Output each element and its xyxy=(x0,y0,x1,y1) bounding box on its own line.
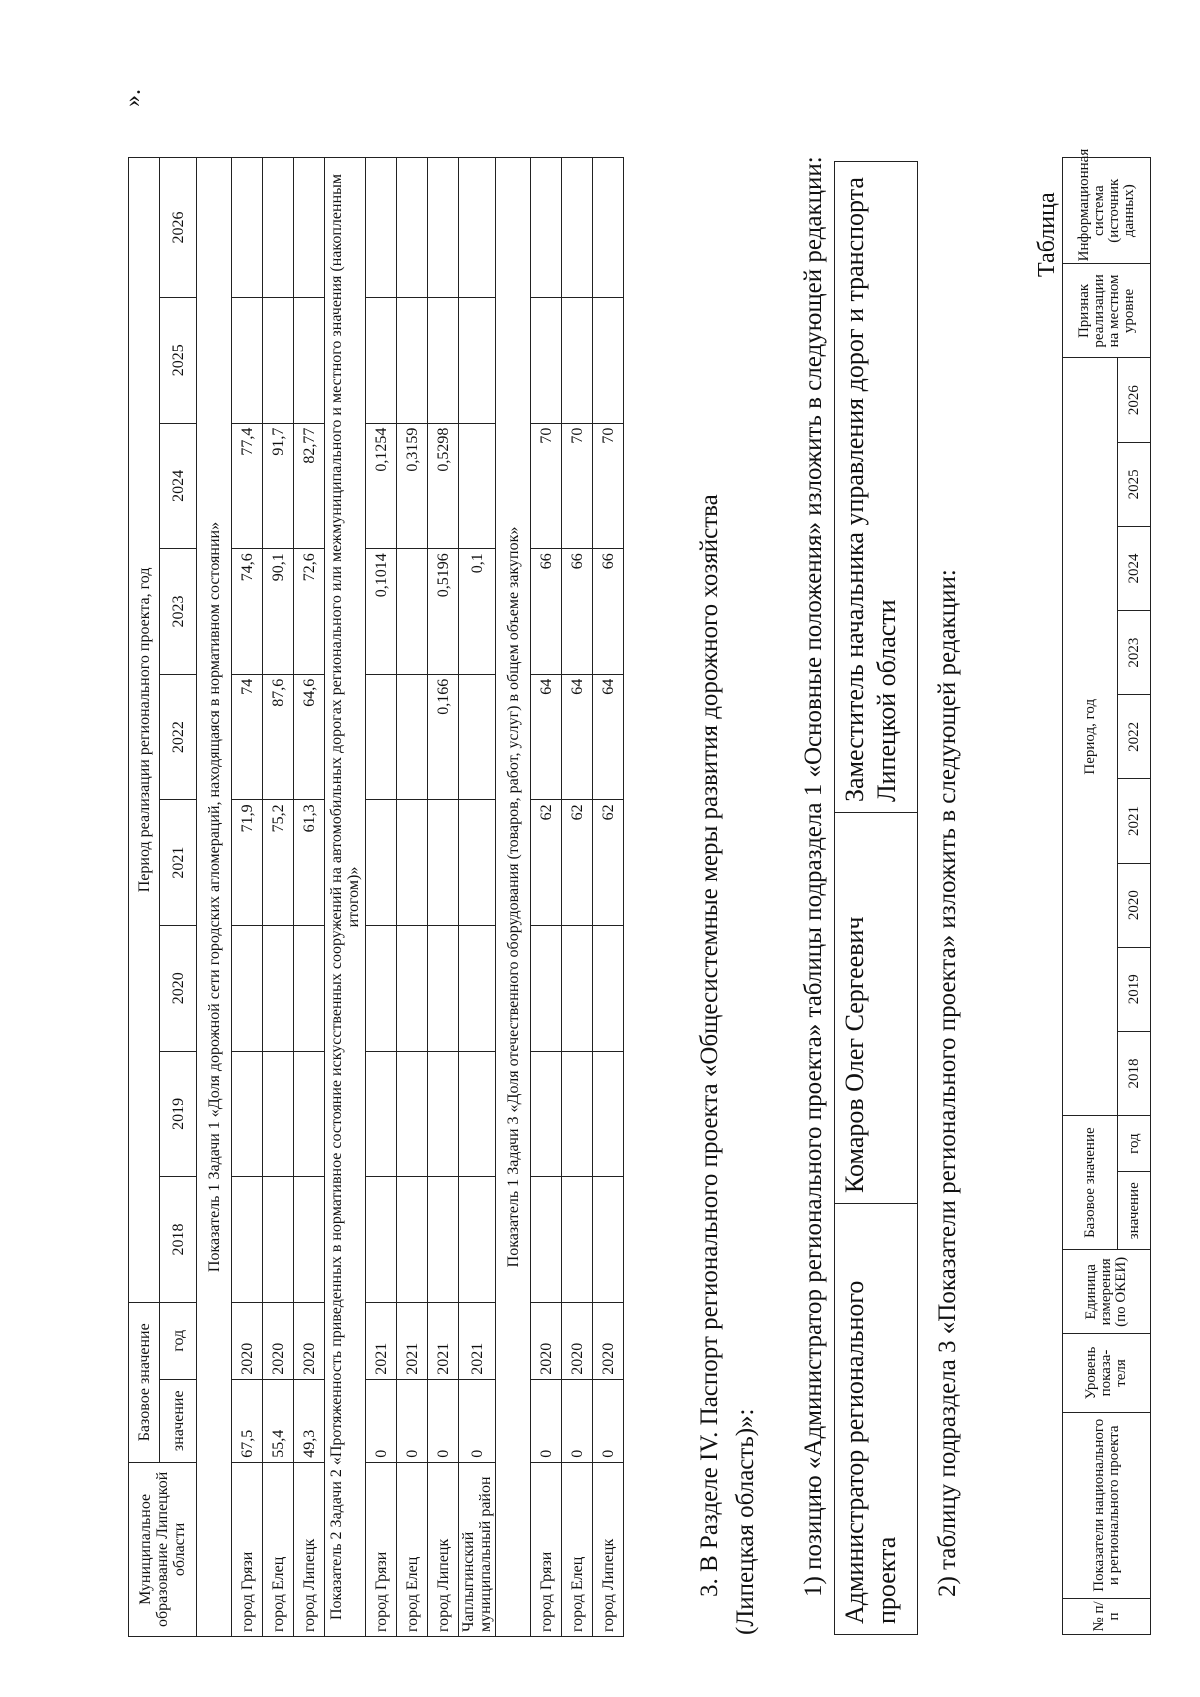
municipal-indicators-table xyxy=(128,157,624,1637)
year-value-cell xyxy=(593,1051,624,1177)
year-value-cell xyxy=(232,158,263,298)
year-value-cell: 87,6 xyxy=(263,674,294,800)
year-value-cell xyxy=(428,1177,459,1303)
municipality-cell: город Грязи xyxy=(232,1462,263,1636)
year-value-cell xyxy=(531,1177,562,1303)
admin-label: Администратор регионального проекта xyxy=(835,1204,918,1635)
year-value-cell xyxy=(459,423,496,549)
base-year-cell: 2021 xyxy=(459,1302,496,1379)
t2-header-level: Уровень показа-теля xyxy=(1063,1334,1151,1412)
year-value-cell xyxy=(531,925,562,1051)
header-municipality: Муниципальное образование Липецкой области xyxy=(129,1462,197,1636)
t2-header-year: 2021 xyxy=(1118,779,1151,863)
year-value-cell xyxy=(232,298,263,424)
table-row xyxy=(562,158,593,1637)
year-value-cell: 82,77 xyxy=(294,423,325,549)
year-value-cell: 0,1 xyxy=(459,549,496,675)
year-value-cell xyxy=(366,674,397,800)
base-year-cell: 2021 xyxy=(366,1302,397,1379)
t2-header-year: 2024 xyxy=(1118,526,1151,610)
municipality-cell: город Липецк xyxy=(593,1462,624,1636)
year-value-cell xyxy=(562,1177,593,1303)
header-period-group: Период реализации регионального проекта, год xyxy=(129,158,160,1303)
year-value-cell: 66 xyxy=(593,549,624,675)
table-row xyxy=(531,158,562,1637)
base-value-cell: 0 xyxy=(397,1379,428,1462)
year-value-cell xyxy=(562,158,593,298)
paragraph-item-1: 1) позицию «Администратор регионального проекта» таблицы подраздела 1 «Основные положения» изложить в следующей редакции: xyxy=(800,156,827,1597)
t2-header-base-year: год xyxy=(1118,1116,1151,1172)
header-year: 2026 xyxy=(160,158,197,298)
year-value-cell xyxy=(593,158,624,298)
year-value-cell: 0,3159 xyxy=(397,423,428,549)
t2-header-year: 2020 xyxy=(1118,863,1151,947)
header-year: 2020 xyxy=(160,925,197,1051)
header-base-year: год xyxy=(160,1302,197,1379)
year-value-cell xyxy=(428,925,459,1051)
t2-header-num: № п/п xyxy=(1063,1598,1151,1634)
year-value-cell xyxy=(428,158,459,298)
year-value-cell: 0,1014 xyxy=(366,549,397,675)
year-value-cell xyxy=(459,158,496,298)
year-value-cell: 62 xyxy=(531,800,562,926)
section-title: Показатель 1 Задачи 3 «Доля отечественного оборудования (товаров, работ, услуг) в общем объеме закупок» xyxy=(496,158,531,1637)
year-value-cell xyxy=(531,1051,562,1177)
year-value-cell xyxy=(397,1177,428,1303)
table-row xyxy=(263,158,294,1637)
header-year: 2019 xyxy=(160,1051,197,1177)
base-year-cell: 2021 xyxy=(397,1302,428,1379)
year-value-cell: 66 xyxy=(562,549,593,675)
year-value-cell xyxy=(428,1051,459,1177)
admin-person: Комаров Олег Сергеевич xyxy=(835,813,918,1204)
base-year-cell: 2020 xyxy=(294,1302,325,1379)
municipality-cell: город Елец xyxy=(263,1462,294,1636)
t2-header-info: Информационная система (источник данных) xyxy=(1063,158,1151,264)
t2-header-year: 2019 xyxy=(1118,947,1151,1031)
table-row xyxy=(366,158,397,1637)
year-value-cell xyxy=(397,298,428,424)
closing-quote: ». xyxy=(120,89,146,107)
year-value-cell: 90,1 xyxy=(263,549,294,675)
t2-header-year: 2023 xyxy=(1118,611,1151,695)
year-value-cell: 0,1254 xyxy=(366,423,397,549)
header-year: 2018 xyxy=(160,1177,197,1303)
year-value-cell xyxy=(459,925,496,1051)
municipality-cell: город Елец xyxy=(562,1462,593,1636)
year-value-cell xyxy=(294,1051,325,1177)
t2-header-year: 2026 xyxy=(1118,358,1151,442)
year-value-cell xyxy=(232,1177,263,1303)
year-value-cell xyxy=(397,158,428,298)
year-value-cell xyxy=(366,1177,397,1303)
base-year-cell: 2020 xyxy=(531,1302,562,1379)
header-year: 2021 xyxy=(160,800,197,926)
year-value-cell xyxy=(294,1177,325,1303)
year-value-cell: 91,7 xyxy=(263,423,294,549)
base-value-cell: 0 xyxy=(428,1379,459,1462)
t2-header-base-group: Базовое значение xyxy=(1063,1116,1118,1250)
year-value-cell xyxy=(593,298,624,424)
base-value-cell: 55,4 xyxy=(263,1379,294,1462)
year-value-cell: 77,4 xyxy=(232,423,263,549)
year-value-cell: 62 xyxy=(593,800,624,926)
year-value-cell xyxy=(459,298,496,424)
year-value-cell xyxy=(531,298,562,424)
year-value-cell: 0,5298 xyxy=(428,423,459,549)
year-value-cell xyxy=(232,925,263,1051)
year-value-cell xyxy=(428,298,459,424)
base-value-cell: 0 xyxy=(366,1379,397,1462)
year-value-cell xyxy=(263,298,294,424)
year-value-cell xyxy=(459,674,496,800)
year-value-cell xyxy=(366,158,397,298)
t2-header-year: 2025 xyxy=(1118,442,1151,526)
year-value-cell xyxy=(294,925,325,1051)
administrator-table xyxy=(834,161,918,1635)
year-value-cell xyxy=(428,800,459,926)
year-value-cell xyxy=(593,925,624,1051)
base-year-cell: 2020 xyxy=(562,1302,593,1379)
year-value-cell: 0,5196 xyxy=(428,549,459,675)
municipality-cell: город Липецк xyxy=(428,1462,459,1636)
year-value-cell xyxy=(397,800,428,926)
year-value-cell xyxy=(562,298,593,424)
base-year-cell: 2020 xyxy=(593,1302,624,1379)
paragraph-item-2: 2) таблицу подраздела 3 «Показатели регионального проекта» изложить в следующей редакции: xyxy=(934,569,961,1597)
year-value-cell: 64 xyxy=(562,674,593,800)
year-value-cell: 71,9 xyxy=(232,800,263,926)
year-value-cell xyxy=(531,158,562,298)
paragraph-section-iv: 3. В Разделе IV. Паспорт регионального проекта «Общесистемные меры развития дорожного хозяйства xyxy=(696,494,723,1597)
base-value-cell: 0 xyxy=(531,1379,562,1462)
year-value-cell xyxy=(459,1051,496,1177)
year-value-cell: 0,166 xyxy=(428,674,459,800)
table-row xyxy=(593,158,624,1637)
year-value-cell xyxy=(459,800,496,926)
municipality-cell: город Липецк xyxy=(294,1462,325,1636)
year-value-cell xyxy=(397,925,428,1051)
year-value-cell xyxy=(263,1051,294,1177)
table-row xyxy=(232,158,263,1637)
indicators-table-header xyxy=(1062,148,1151,1635)
paragraph-section-iv-cont: (Липецкая область)»: xyxy=(732,1408,759,1635)
year-value-cell xyxy=(294,158,325,298)
header-year: 2025 xyxy=(160,298,197,424)
year-value-cell xyxy=(263,158,294,298)
year-value-cell xyxy=(366,800,397,926)
table-row xyxy=(294,158,325,1637)
year-value-cell: 64 xyxy=(531,674,562,800)
year-value-cell: 72,6 xyxy=(294,549,325,675)
base-year-cell: 2020 xyxy=(263,1302,294,1379)
t2-header-unit: Единица измерения (по ОКЕИ) xyxy=(1063,1250,1151,1334)
t2-header-indicator: Показатели национального и регионального проекта xyxy=(1063,1412,1151,1598)
admin-position: Заместитель начальника управления дорог и транспорта Липецкой области xyxy=(835,162,918,813)
table-row xyxy=(428,158,459,1637)
year-value-cell: 62 xyxy=(562,800,593,926)
municipality-cell: город Грязи xyxy=(531,1462,562,1636)
table-caption: Таблица xyxy=(1034,192,1060,277)
base-value-cell: 0 xyxy=(459,1379,496,1462)
base-value-cell: 0 xyxy=(562,1379,593,1462)
year-value-cell: 64,6 xyxy=(294,674,325,800)
year-value-cell xyxy=(562,1051,593,1177)
year-value-cell xyxy=(263,925,294,1051)
year-value-cell xyxy=(263,1177,294,1303)
header-base-value: значение xyxy=(160,1379,197,1462)
t2-header-base-value: значение xyxy=(1118,1172,1151,1250)
t2-header-year: 2022 xyxy=(1118,695,1151,779)
year-value-cell xyxy=(294,298,325,424)
year-value-cell xyxy=(232,1051,263,1177)
section-title: Показатель 1 Задачи 1 «Доля дорожной сети городских агломераций, находящаяся в нормативном состоянии» xyxy=(197,158,232,1637)
header-base-group: Базовое значение xyxy=(129,1302,160,1462)
year-value-cell: 61,3 xyxy=(294,800,325,926)
base-year-cell: 2021 xyxy=(428,1302,459,1379)
year-value-cell: 66 xyxy=(531,549,562,675)
year-value-cell: 64 xyxy=(593,674,624,800)
year-value-cell xyxy=(397,549,428,675)
table-row xyxy=(397,158,428,1637)
section-title: Показатель 2 Задачи 2 «Протяженность приведенных в нормативное состояние искусственных сооружений на автомобильных дорогах регионального или межмуниципального и местного значения (накопленным итогом)» xyxy=(325,158,366,1637)
year-value-cell xyxy=(593,1177,624,1303)
base-value-cell: 67,5 xyxy=(232,1379,263,1462)
year-value-cell xyxy=(397,674,428,800)
year-value-cell: 70 xyxy=(531,423,562,549)
header-year: 2023 xyxy=(160,549,197,675)
year-value-cell xyxy=(366,298,397,424)
header-year: 2024 xyxy=(160,423,197,549)
municipality-cell: город Грязи xyxy=(366,1462,397,1636)
base-value-cell: 49,3 xyxy=(294,1379,325,1462)
year-value-cell: 70 xyxy=(562,423,593,549)
year-value-cell xyxy=(397,1051,428,1177)
base-year-cell: 2020 xyxy=(232,1302,263,1379)
year-value-cell xyxy=(562,925,593,1051)
year-value-cell xyxy=(366,925,397,1051)
t2-header-period: Период, год xyxy=(1063,358,1118,1116)
year-value-cell: 74 xyxy=(232,674,263,800)
base-value-cell: 0 xyxy=(593,1379,624,1462)
t2-header-local: Признак реализации на местном уровне xyxy=(1063,264,1151,358)
year-value-cell: 70 xyxy=(593,423,624,549)
table-row xyxy=(459,158,496,1637)
t2-header-year: 2018 xyxy=(1118,1031,1151,1115)
year-value-cell xyxy=(366,1051,397,1177)
header-year: 2022 xyxy=(160,674,197,800)
municipality-cell: Чаплыгинский муниципальный район xyxy=(459,1462,496,1636)
year-value-cell xyxy=(459,1177,496,1303)
year-value-cell: 75,2 xyxy=(263,800,294,926)
municipality-cell: город Елец xyxy=(397,1462,428,1636)
year-value-cell: 74,6 xyxy=(232,549,263,675)
